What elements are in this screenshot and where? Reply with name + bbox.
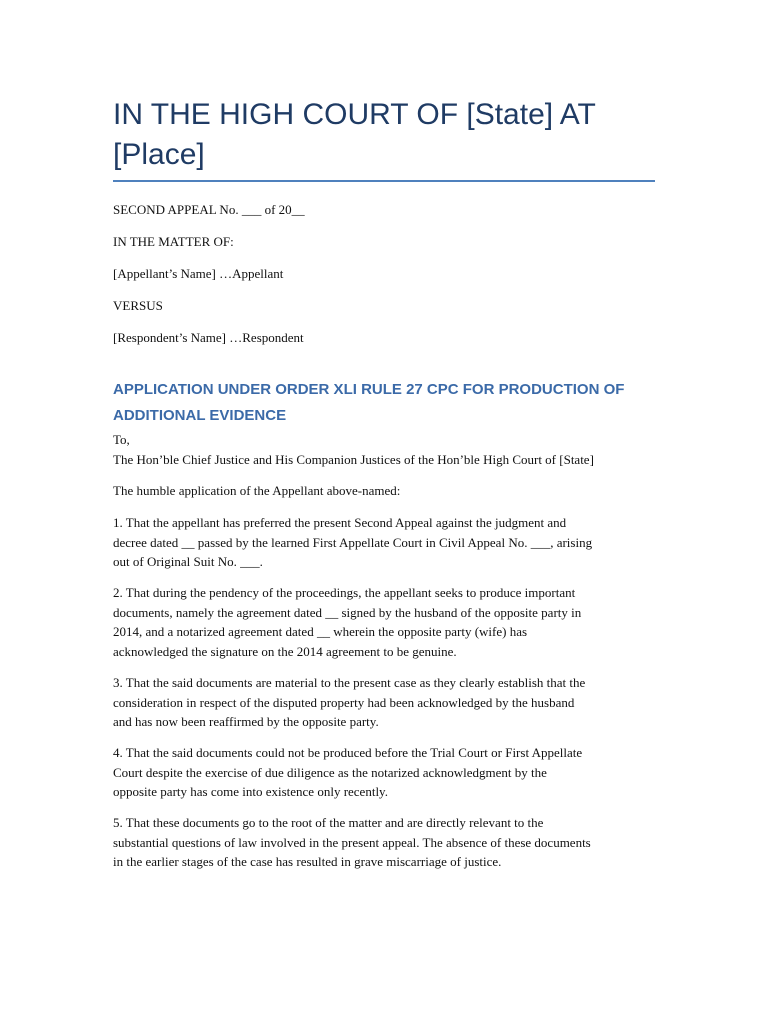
matter-line: IN THE MATTER OF: bbox=[113, 234, 234, 249]
paragraph-line: documents, namely the agreement dated __ signed by the husband of the opposite party in bbox=[113, 604, 582, 620]
paragraph-line: out of Original Suit No. ___. bbox=[113, 554, 263, 569]
addressee-line: To, bbox=[113, 432, 130, 447]
heading-line: ADDITIONAL EVIDENCE bbox=[113, 407, 287, 424]
paragraph-3 bbox=[113, 673, 658, 732]
heading-line: APPLICATION UNDER ORDER XLI RULE 27 CPC FOR PRODUCTION OF bbox=[113, 381, 625, 398]
appellant-line: [Appellant’s Name] …Appellant bbox=[113, 266, 284, 281]
addressee-line: The Hon’ble Chief Justice and His Companion Justices of the Hon’ble High Court of [State] bbox=[113, 451, 594, 467]
paragraph-line: substantial questions of law involved in the present appeal. The absence of these documents bbox=[113, 834, 591, 850]
paragraph-line: decree dated __ passed by the learned First Appellate Court in Civil Appeal No. ___, arising bbox=[113, 534, 593, 550]
paragraph-4 bbox=[113, 743, 658, 802]
title-underline bbox=[113, 180, 655, 182]
respondent-line: [Respondent’s Name] …Respondent bbox=[113, 330, 304, 345]
addressee-block bbox=[113, 430, 658, 469]
paragraph-line: acknowledged the signature on the 2014 agreement to be genuine. bbox=[113, 643, 457, 659]
paragraph-line: 4. That the said documents could not be produced before the Trial Court or First Appellate bbox=[113, 745, 583, 760]
paragraph-line: and has now been reaffirmed by the opposite party. bbox=[113, 714, 379, 729]
paragraph-1 bbox=[113, 513, 658, 572]
paragraph-line: 1. That the appellant has preferred the present Second Appeal against the judgment and bbox=[113, 515, 567, 530]
paragraph-line: consideration in respect of the disputed property had been acknowledged by the husband bbox=[113, 694, 575, 710]
paragraph-line: 2014, and a notarized agreement dated __ wherein the opposite party (wife) has bbox=[113, 624, 528, 639]
paragraph-line: 3. That the said documents are material to the present case as they clearly establish that the bbox=[113, 675, 586, 690]
paragraph-line: 2. That during the pendency of the proceedings, the appellant seeks to produce important bbox=[113, 585, 576, 600]
intro-line: The humble application of the Appellant above-named: bbox=[113, 483, 401, 498]
paragraph-line: Court despite the exercise of due diligence as the notarized acknowledgment by the bbox=[113, 764, 547, 780]
versus-line: VERSUS bbox=[113, 298, 163, 313]
application-heading bbox=[113, 377, 658, 429]
paragraph-5 bbox=[113, 813, 658, 872]
paragraph-2 bbox=[113, 583, 658, 661]
appeal-number-line: SECOND APPEAL No. ___ of 20__ bbox=[113, 202, 305, 217]
paragraph-line: 5. That these documents go to the root of the matter and are directly relevant to the bbox=[113, 815, 544, 830]
paragraph-line: opposite party has come into existence only recently. bbox=[113, 784, 388, 799]
paragraph-line: in the earlier stages of the case has resulted in grave miscarriage of justice. bbox=[113, 854, 502, 869]
document-title: IN THE HIGH COURT OF [State] AT [Place] bbox=[113, 98, 596, 171]
